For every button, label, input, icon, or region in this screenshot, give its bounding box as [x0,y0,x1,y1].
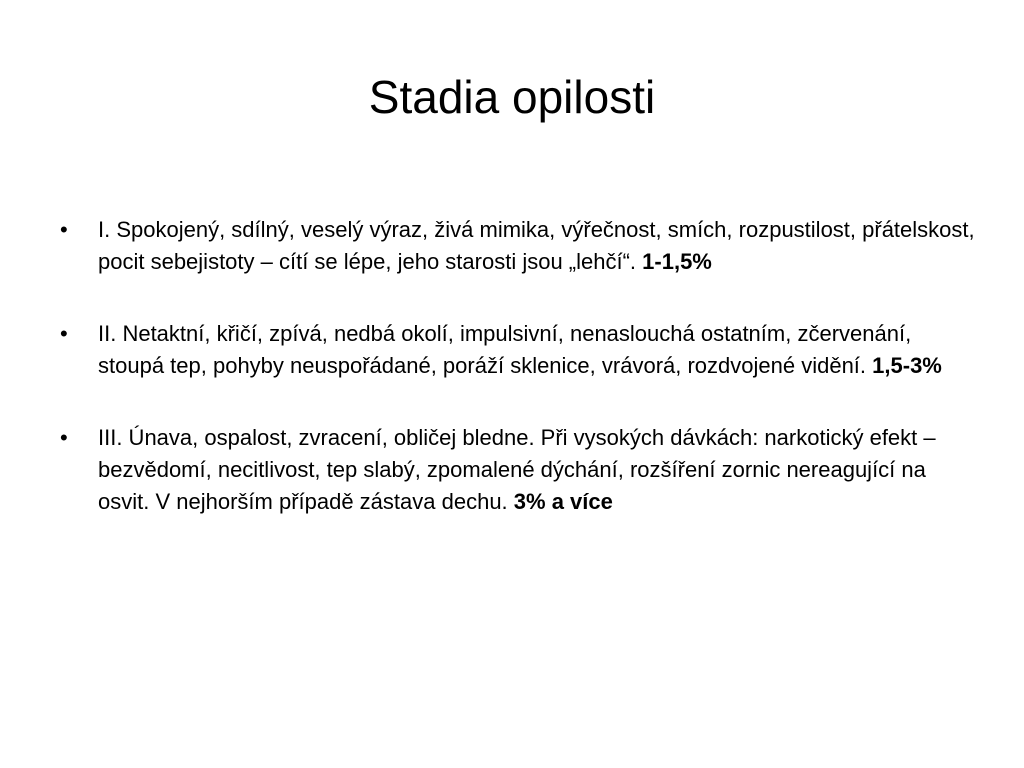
bullet-marker: • [60,425,68,450]
bullet-marker: • [60,217,68,242]
bullet-item-stage-3 [60,422,980,518]
bullet-list [60,214,980,558]
bullet-emphasis: 1,5-3% [872,353,942,378]
slide-title: Stadia opilosti [368,71,656,123]
bullet-text: II. Netaktní, křičí, zpívá, nedbá okolí, impulsivní, nenaslouchá ostatním, zčervenání, stoupá tep, pohyby neuspořádané, poráží sklenice, vrávorá, rozdvojené vidění. [98,321,912,378]
bullet-marker: • [60,321,68,346]
bullet-emphasis: 3% a více [513,489,613,514]
bullet-item-stage-2 [60,318,980,382]
bullet-text: I. Spokojený, sdílný, veselý výraz, živá mimika, výřečnost, smích, rozpustilost, přátelskost, pocit sebejistoty – cítí se lépe, jeho starosti jsou „lehčí“. [98,217,975,274]
bullet-emphasis: 1-1,5% [642,249,712,274]
bullet-item-stage-1 [60,214,980,278]
bullet-text: III. Únava, ospalost, zvracení, obličej bledne. Při vysokých dávkách: narkotický efekt – bezvědomí, necitlivost, tep slabý, zpomalené dýchání, rozšíření zornic nereagující na osvit. V nejhorším případě zástava dechu. [98,425,936,514]
